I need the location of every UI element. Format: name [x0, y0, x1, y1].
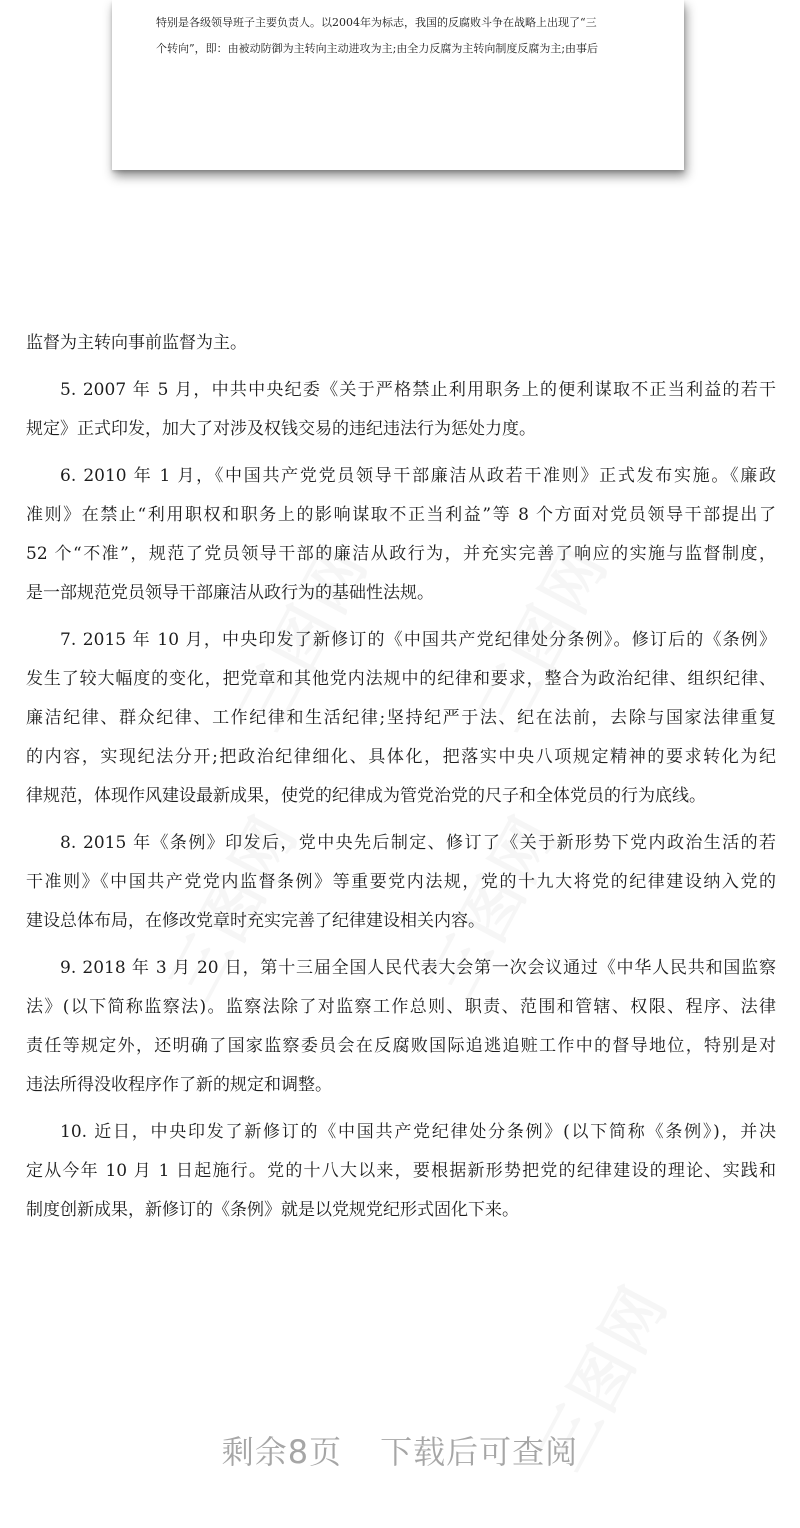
text-line: 5. 2007 年 5 月，中共中央纪委《关于严格禁止利用职务上的便利谋取不正当利益的若干	[60, 380, 776, 400]
text-line: 法》(以下简称监察法)。监察法除了对监察工作总则、职责、范围和管辖、权限、程序、法律	[26, 997, 776, 1017]
text-line: 8. 2015 年《条例》印发后，党中央先后制定、修订了《关于新形势下党内政治生活的若	[60, 833, 776, 853]
text-line: 9. 2018 年 3 月 20 日，第十三届全国人民代表大会第一次会议通过《中华人民共和国监察	[60, 958, 776, 978]
text-line: 准则》在禁止“利用职权和职务上的影响谋取不正当利益”等 8 个方面对党员领导干部提出了	[26, 505, 776, 525]
text-line: 干准则》《中国共产党党内监督条例》等重要党内法规，党的十九大将党的纪律建设纳入党的	[26, 872, 776, 892]
paragraph	[26, 1113, 776, 1230]
paragraph	[26, 949, 776, 1105]
paragraph	[26, 621, 776, 816]
preview-line: 特别是各级领导班子主要负责人。以2004年为标志，我国的反腐败斗争在战略上出现了“三	[156, 16, 597, 29]
text-line: 的内容，实现纪法分开;把政治纪律细化、具体化，把落实中央八项规定精神的要求转化为纪	[26, 747, 776, 767]
text-line: 监督为主转向事前监督为主。	[26, 333, 247, 353]
paragraph	[26, 324, 776, 363]
text-line: 制度创新成果，新修订的《条例》就是以党规党纪形式固化下来。	[26, 1200, 519, 1220]
paragraph	[26, 457, 776, 613]
text-line: 发生了较大幅度的变化，把党章和其他党内法规中的纪律和要求，整合为政治纪律、组织纪律、	[26, 669, 776, 689]
document-preview-card	[112, 0, 684, 170]
text-line: 违法所得没收程序作了新的规定和调整。	[26, 1075, 332, 1095]
download-prompt[interactable]	[0, 1418, 800, 1482]
text-line: 责任等规定外，还明确了国家监察委员会在反腐败国际追逃追赃工作中的督导地位，特别是对	[26, 1036, 776, 1056]
paragraph	[26, 824, 776, 941]
text-line: 10. 近日，中央印发了新修订的《中国共产党纪律处分条例》(以下简称《条例》)，并决	[60, 1122, 776, 1142]
remaining-pages-label[interactable]: 剩余8页	[221, 1433, 343, 1471]
text-line: 6. 2010 年 1 月，《中国共产党党员领导干部廉洁从政若干准则》正式发布实施。《廉政	[60, 466, 776, 486]
text-line: 是一部规范党员领导干部廉洁从政行为的基础性法规。	[26, 583, 434, 603]
text-line: 廉洁纪律、群众纪律、工作纪律和生活纪律;坚持纪严于法、纪在法前，去除与国家法律重复	[26, 708, 776, 728]
document-body	[26, 324, 776, 1238]
text-line: 律规范，体现作风建设最新成果，使党的纪律成为管党治党的尺子和全体党员的行为底线。	[26, 786, 706, 806]
preview-line: 个转向”，即：由被动防御为主转向主动进攻为主;由全力反腐为主转向制度反腐为主;由事后	[156, 42, 599, 55]
text-line: 规定》正式印发，加大了对涉及权钱交易的违纪违法行为惩处力度。	[26, 419, 536, 439]
paragraph	[26, 371, 776, 449]
text-line: 建设总体布局，在修改党章时充实完善了纪律建设相关内容。	[26, 911, 485, 931]
text-line: 52 个“不准”，规范了党员领导干部的廉洁从政行为，并充实完善了响应的实施与监督制度，	[26, 544, 776, 564]
preview-text	[156, 10, 646, 62]
download-to-view-label[interactable]: 下载后可查阅	[380, 1433, 579, 1471]
text-line: 定从今年 10 月 1 日起施行。党的十八大以来，要根据新形势把党的纪律建设的理论、实践和	[26, 1161, 776, 1181]
text-line: 7. 2015 年 10 月，中央印发了新修订的《中国共产党纪律处分条例》。修订后的《条例》	[60, 630, 776, 650]
